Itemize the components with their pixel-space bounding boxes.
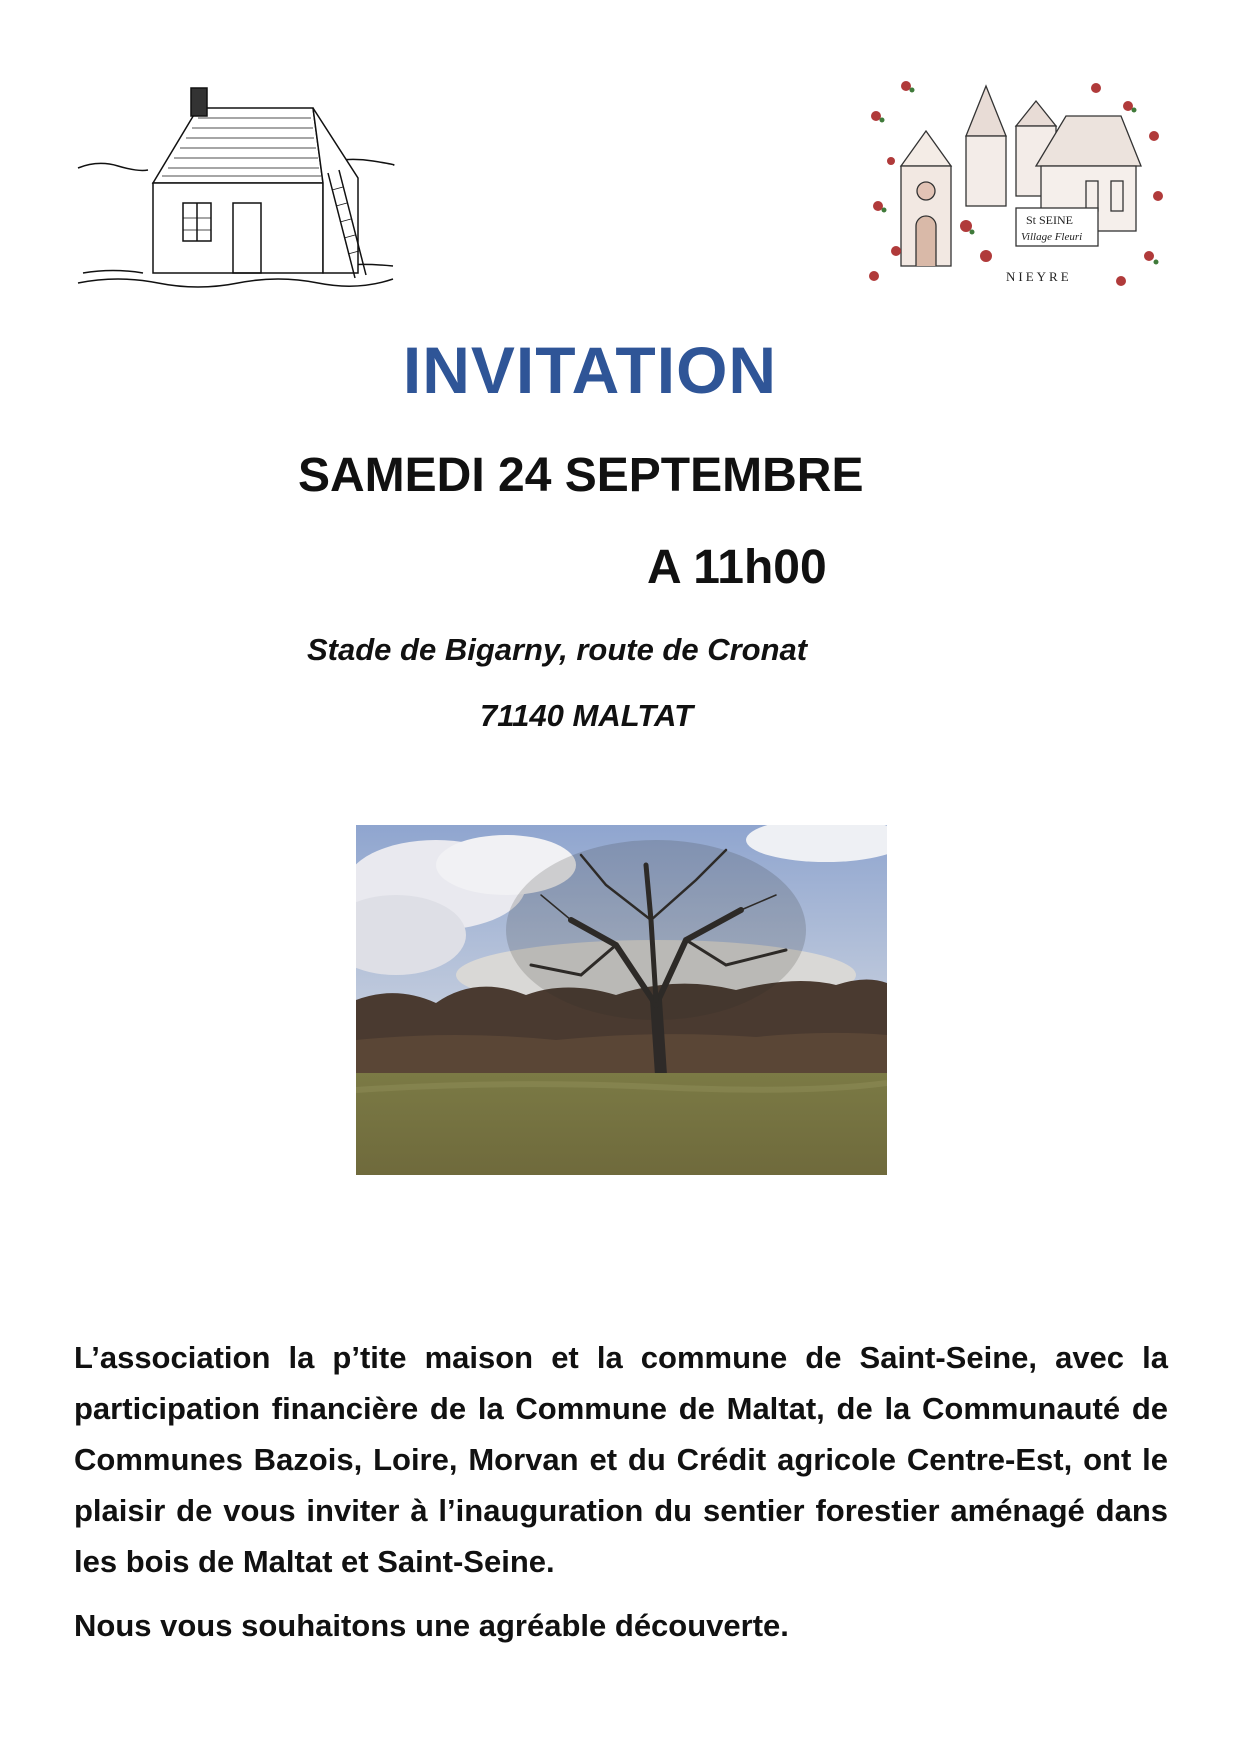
invitation-closing: Nous vous souhaitons une agréable découverte.	[74, 1608, 789, 1643]
event-time: A 11h00	[647, 541, 827, 594]
village-church-drawing-icon	[866, 76, 1166, 302]
event-date: SAMEDI 24 SEPTEMBRE	[298, 449, 864, 502]
invitation-body-paragraph: L’association la p’tite maison et la commune de Saint-Seine, avec la participation financière de la Commune de Maltat, de la Communauté de Communes Bazois, Loire, Morvan et du Crédit agricole Centre-Est, ont le plaisir de vous inviter à l’inauguration du sentier forestier aménagé dans les bois de Maltat et Saint-Seine.	[74, 1340, 1168, 1579]
oak-tree-photo-icon	[356, 825, 887, 1175]
house-drawing-icon	[73, 78, 399, 298]
event-address-line1: Stade de Bigarny, route de Cronat	[307, 632, 808, 667]
invitation-title: INVITATION	[402, 333, 778, 407]
sign-line-1: St SEINE	[1026, 213, 1074, 227]
sign-line-2: Village Fleuri	[1021, 231, 1083, 243]
artist-signature: NIEYRE	[1006, 269, 1072, 284]
event-address-line2: 71140 MALTAT	[480, 698, 694, 733]
